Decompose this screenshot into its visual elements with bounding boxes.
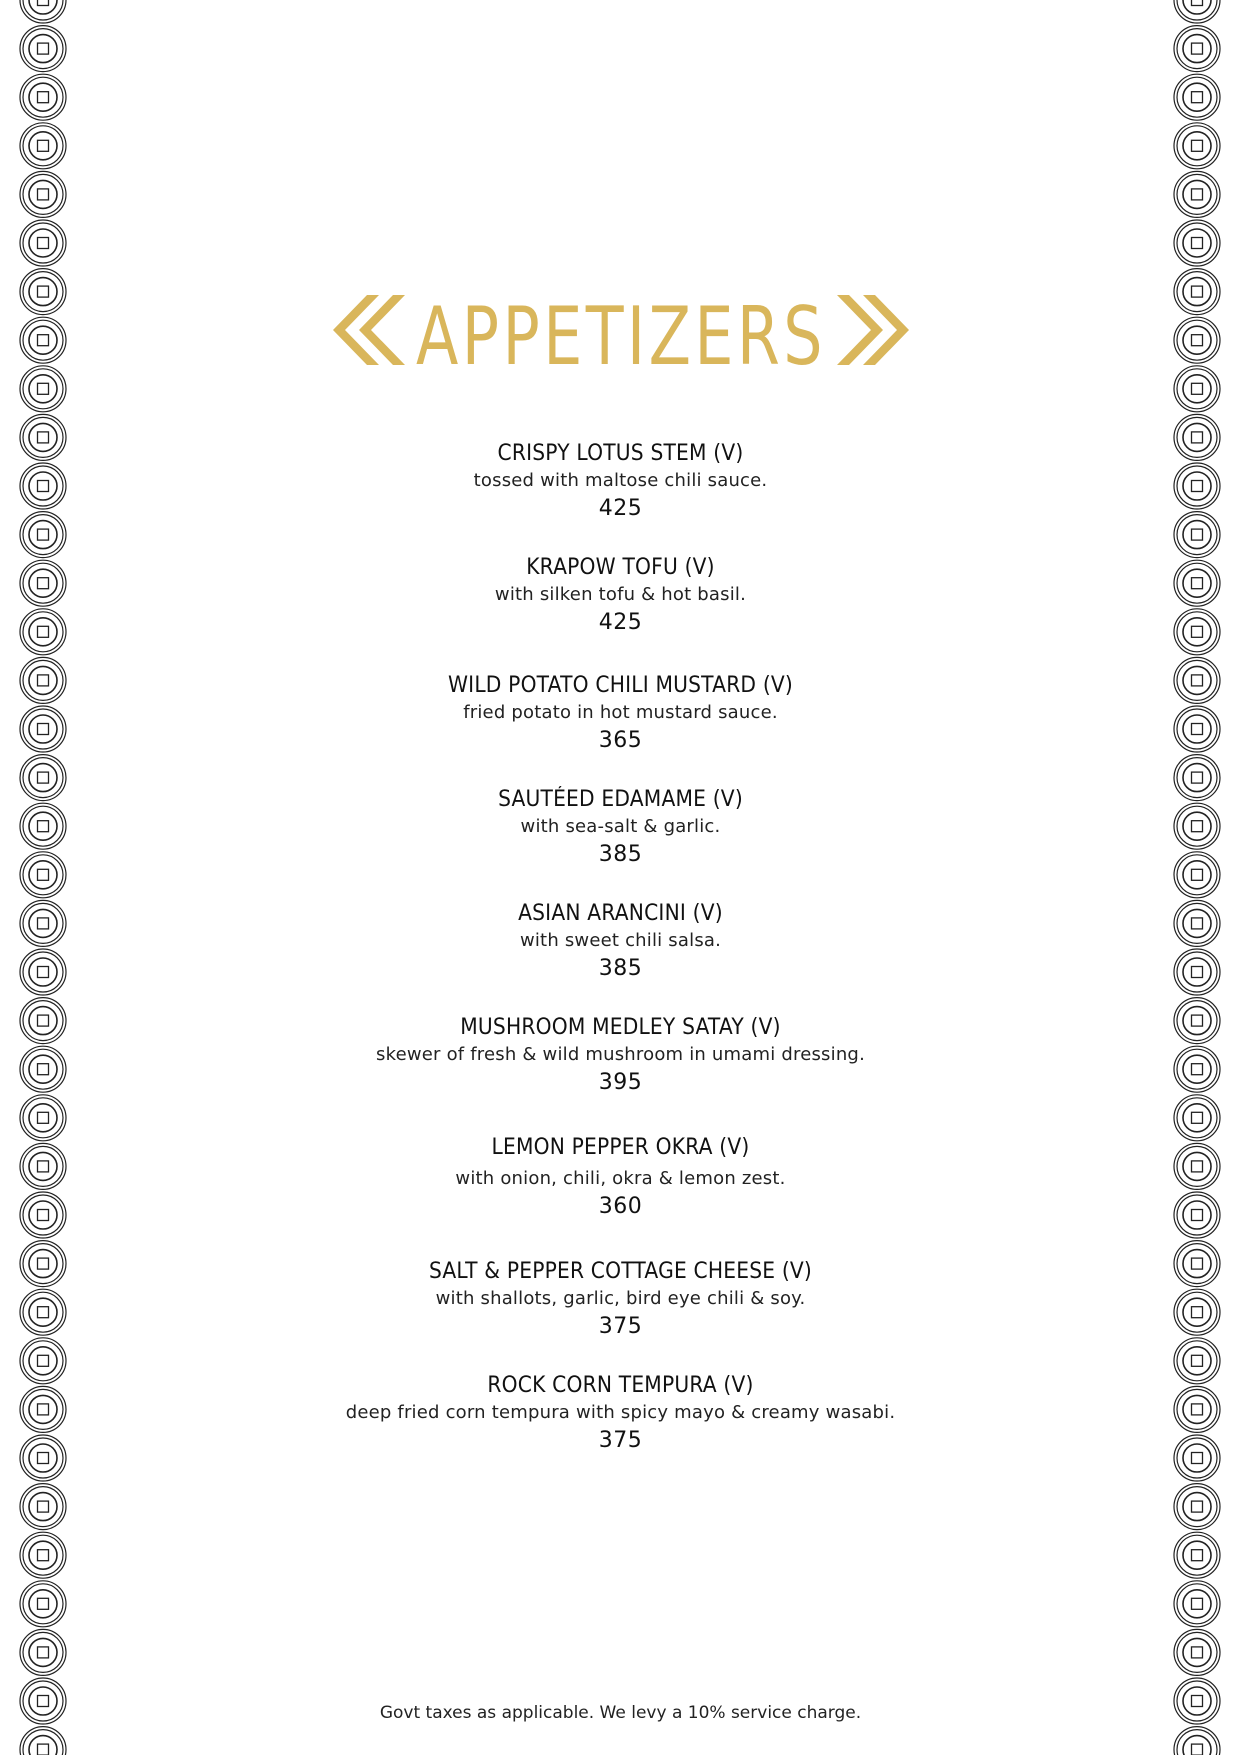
border-ornament-icon — [1174, 803, 1220, 849]
item-price: 425 — [598, 610, 643, 635]
border-ornament-icon — [1174, 1484, 1220, 1530]
border-ornament-icon — [1174, 1192, 1220, 1238]
border-ornament-icon — [20, 1241, 66, 1287]
border-ornament-icon — [20, 900, 66, 946]
border-ornament-icon — [1174, 512, 1220, 558]
menu-item — [300, 1372, 941, 1486]
item-description: tossed with maltose chili sauce. — [473, 470, 768, 491]
title-text: APPETIZERS — [415, 290, 826, 375]
right-border-ornament — [1172, 0, 1222, 1755]
border-ornament-icon — [20, 657, 66, 703]
border-ornament-icon — [20, 803, 66, 849]
left-chevron-icon — [333, 295, 405, 365]
border-ornament-icon — [20, 998, 66, 1044]
item-price: 375 — [598, 1314, 643, 1339]
menu-item — [300, 554, 941, 672]
item-name: ASIAN ARANCINI (V) — [518, 901, 723, 926]
left-border-ornament — [18, 0, 68, 1755]
border-ornament-icon — [1174, 1289, 1220, 1335]
border-ornament-icon — [1174, 560, 1220, 606]
appetizer-list — [300, 440, 941, 1486]
concentric-circle-square-icon — [18, 0, 68, 1755]
right-chevron-icon — [837, 295, 909, 365]
border-ornament-icon — [1174, 706, 1220, 752]
border-ornament-icon — [20, 1581, 66, 1627]
border-ornament-icon — [1174, 1435, 1220, 1481]
page-title — [0, 285, 1241, 385]
border-ornament-icon — [20, 1046, 66, 1092]
border-ornament-icon — [20, 1532, 66, 1578]
border-ornament-icon — [20, 414, 66, 460]
border-ornament-icon — [20, 1289, 66, 1335]
border-ornament-icon — [1174, 949, 1220, 995]
border-ornament-icon — [1174, 998, 1220, 1044]
border-ornament-icon — [1174, 1046, 1220, 1092]
menu-item — [300, 440, 941, 554]
border-ornament-icon — [1174, 1241, 1220, 1287]
item-description: with silken tofu & hot basil. — [494, 584, 747, 605]
item-description: fried potato in hot mustard sauce. — [463, 702, 778, 723]
border-ornament-icon — [1174, 1386, 1220, 1432]
menu-item — [300, 1014, 941, 1134]
border-ornament-icon — [1174, 220, 1220, 266]
border-ornament-icon — [20, 1435, 66, 1481]
concentric-circle-square-icon — [1172, 0, 1222, 1755]
border-ornament-icon — [1174, 1581, 1220, 1627]
item-price: 425 — [598, 496, 643, 521]
item-description: with sweet chili salsa. — [519, 930, 722, 951]
item-price: 385 — [598, 956, 643, 981]
border-ornament-icon — [20, 1629, 66, 1675]
border-ornament-icon — [20, 755, 66, 801]
border-ornament-icon — [20, 1095, 66, 1141]
item-name: WILD POTATO CHILI MUSTARD (V) — [447, 673, 794, 698]
border-ornament-icon — [1174, 609, 1220, 655]
item-description: with onion, chili, okra & lemon zest. — [455, 1168, 786, 1189]
border-ornament-icon — [1174, 755, 1220, 801]
border-ornament-icon — [20, 512, 66, 558]
border-ornament-icon — [20, 560, 66, 606]
border-ornament-icon — [1174, 1532, 1220, 1578]
border-ornament-icon — [1174, 1095, 1220, 1141]
border-ornament-icon — [20, 949, 66, 995]
border-ornament-icon — [1174, 1338, 1220, 1384]
border-ornament-icon — [1174, 900, 1220, 946]
border-ornament-icon — [1174, 1727, 1220, 1755]
title-graphic — [331, 285, 911, 375]
menu-item — [300, 672, 941, 786]
item-name: LEMON PEPPER OKRA (V) — [491, 1135, 750, 1160]
border-ornament-icon — [1174, 657, 1220, 703]
item-name: KRAPOW TOFU (V) — [526, 555, 715, 580]
border-ornament-icon — [1174, 74, 1220, 120]
footer-note: Govt taxes as applicable. We levy a 10% service charge. — [379, 1703, 862, 1723]
border-ornament-icon — [20, 0, 66, 23]
border-ornament-icon — [20, 1484, 66, 1530]
border-ornament-icon — [20, 1143, 66, 1189]
border-ornament-icon — [20, 26, 66, 72]
border-ornament-icon — [1174, 463, 1220, 509]
border-ornament-icon — [1174, 171, 1220, 217]
item-description: with sea-salt & garlic. — [520, 816, 721, 837]
border-ornament-icon — [1174, 852, 1220, 898]
border-ornament-icon — [1174, 0, 1220, 23]
border-ornament-icon — [20, 706, 66, 752]
border-ornament-icon — [20, 74, 66, 120]
border-ornament-icon — [1174, 1629, 1220, 1675]
border-ornament-icon — [20, 1727, 66, 1755]
item-name: ROCK CORN TEMPURA (V) — [487, 1373, 754, 1398]
item-description: with shallots, garlic, bird eye chili & soy. — [435, 1288, 806, 1309]
border-ornament-icon — [1174, 414, 1220, 460]
item-price: 375 — [598, 1428, 643, 1453]
menu-item — [300, 1258, 941, 1372]
item-price: 360 — [598, 1194, 643, 1219]
item-price: 395 — [598, 1070, 643, 1095]
item-description: skewer of fresh & wild mushroom in umami dressing. — [376, 1044, 865, 1065]
border-ornament-icon — [20, 609, 66, 655]
item-name: MUSHROOM MEDLEY SATAY (V) — [460, 1015, 781, 1040]
border-ornament-icon — [20, 171, 66, 217]
border-ornament-icon — [20, 220, 66, 266]
item-price: 385 — [598, 842, 643, 867]
border-ornament-icon — [20, 123, 66, 169]
border-ornament-icon — [1174, 1143, 1220, 1189]
border-ornament-icon — [1174, 123, 1220, 169]
item-name: CRISPY LOTUS STEM (V) — [497, 441, 744, 466]
border-ornament-icon — [20, 1386, 66, 1432]
menu-item — [300, 786, 941, 900]
border-ornament-icon — [20, 463, 66, 509]
border-ornament-icon — [20, 1192, 66, 1238]
menu-item — [300, 900, 941, 1014]
item-price: 365 — [598, 728, 643, 753]
border-ornament-icon — [20, 1338, 66, 1384]
menu-item — [300, 1134, 941, 1258]
item-description: deep fried corn tempura with spicy mayo & creamy wasabi. — [345, 1402, 896, 1423]
border-ornament-icon — [20, 852, 66, 898]
item-name: SALT & PEPPER COTTAGE CHEESE (V) — [428, 1259, 813, 1284]
border-ornament-icon — [1174, 26, 1220, 72]
item-name: SAUTÉED EDAMAME (V) — [498, 787, 743, 812]
